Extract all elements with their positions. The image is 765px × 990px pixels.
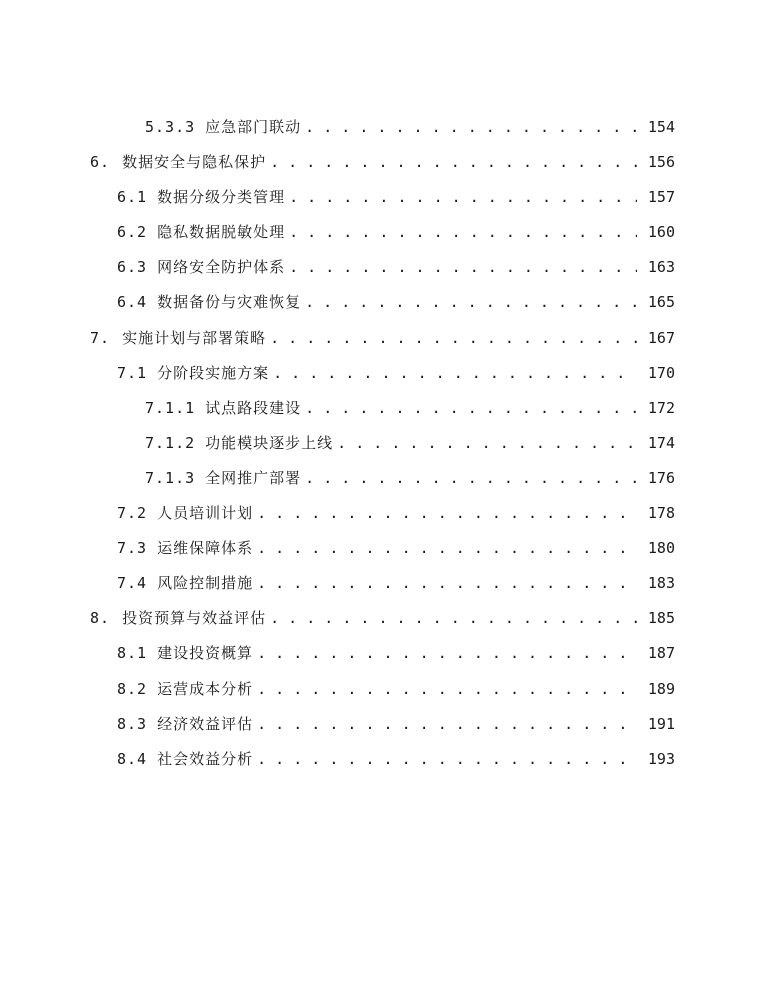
toc-page-number: 185 [647, 609, 675, 628]
toc-page-number: 170 [647, 363, 675, 382]
toc-page-number: 157 [647, 188, 675, 207]
toc-title: 分阶段实施方案 [157, 363, 270, 382]
toc-number: 7.1 [117, 363, 148, 382]
toc-page-number: 191 [647, 714, 675, 733]
toc-page-number: 163 [647, 258, 675, 277]
toc-number: 6.2 [117, 223, 148, 242]
toc-number: 6. [90, 153, 111, 172]
toc-entry[interactable] [0, 318, 765, 353]
toc-title: 实施计划与部署策略 [122, 328, 267, 347]
toc-page-number: 193 [647, 749, 675, 768]
toc-entry[interactable] [0, 247, 765, 282]
toc-entry[interactable] [0, 177, 765, 212]
toc-title: 投资预算与效益评估 [122, 609, 267, 628]
toc-number: 6.4 [117, 293, 148, 312]
toc-entry[interactable] [0, 353, 765, 388]
toc-page-number: 154 [647, 118, 675, 136]
toc-page-number: 172 [647, 398, 675, 417]
toc-page-number: 180 [647, 539, 675, 558]
dot-leader [270, 153, 641, 171]
toc-title: 经济效益评估 [157, 714, 254, 733]
toc-title: 数据备份与灾难恢复 [157, 293, 302, 312]
toc-page-number: 183 [647, 574, 675, 593]
dot-leader [257, 644, 637, 662]
toc-page-number: 178 [647, 504, 675, 523]
toc-entry[interactable] [0, 563, 765, 598]
dot-leader [305, 469, 637, 487]
toc-entry[interactable] [0, 423, 765, 458]
toc-page-number: 160 [647, 223, 675, 242]
dot-leader [305, 118, 637, 136]
toc-page-number: 165 [647, 293, 675, 312]
dot-leader [289, 258, 637, 276]
dot-leader [257, 574, 637, 592]
toc-entry[interactable] [0, 598, 765, 633]
toc-page-number: 176 [647, 468, 675, 487]
toc-number: 8.3 [117, 714, 148, 733]
toc-number: 8.2 [117, 679, 148, 698]
toc-entry[interactable] [0, 212, 765, 247]
toc-title: 运维保障体系 [157, 539, 254, 558]
toc-title: 风险控制措施 [157, 574, 254, 593]
toc-title: 全网推广部署 [205, 468, 302, 487]
dot-leader [305, 399, 637, 417]
dot-leader [257, 750, 637, 768]
toc-entry[interactable] [0, 282, 765, 317]
toc-entry[interactable] [0, 142, 765, 177]
dot-leader [257, 715, 637, 733]
toc-title: 隐私数据脱敏处理 [157, 223, 286, 242]
toc-number: 7.1.1 [145, 398, 196, 417]
dot-leader [289, 188, 637, 206]
toc-title: 社会效益分析 [157, 749, 254, 768]
toc-number: 8.4 [117, 749, 148, 768]
toc-number: 7.4 [117, 574, 148, 593]
toc-number: 7.1.2 [145, 433, 196, 452]
dot-leader [257, 539, 637, 557]
toc-page-number: 187 [647, 644, 675, 663]
toc-number: 6.3 [117, 258, 148, 277]
toc-entry[interactable] [0, 669, 765, 704]
toc-title: 数据分级分类管理 [157, 188, 286, 207]
toc-entry[interactable] [0, 704, 765, 739]
table-of-contents [0, 107, 765, 774]
dot-leader [337, 434, 637, 452]
toc-entry[interactable] [0, 493, 765, 528]
toc-title: 人员培训计划 [157, 504, 254, 523]
toc-title: 功能模块逐步上线 [205, 433, 334, 452]
dot-leader [257, 504, 637, 522]
toc-number: 8. [90, 609, 111, 628]
dot-leader [289, 223, 637, 241]
dot-leader [270, 609, 641, 627]
dot-leader [257, 680, 637, 698]
toc-entry[interactable] [0, 458, 765, 493]
toc-number: 7. [90, 328, 111, 347]
toc-entry[interactable] [0, 633, 765, 668]
toc-number: 6.1 [117, 188, 148, 207]
toc-entry[interactable] [0, 528, 765, 563]
dot-leader [273, 364, 637, 382]
toc-title: 应急部门联动 [205, 118, 302, 136]
toc-title: 数据安全与隐私保护 [122, 153, 267, 172]
toc-entry[interactable] [0, 107, 765, 142]
toc-number: 7.3 [117, 539, 148, 558]
toc-number: 8.1 [117, 644, 148, 663]
toc-page-number: 156 [647, 153, 675, 172]
toc-title: 建设投资概算 [157, 644, 254, 663]
toc-number: 5.3.3 [145, 118, 196, 136]
toc-page-number: 174 [647, 433, 675, 452]
toc-entry[interactable] [0, 739, 765, 774]
toc-page-number: 189 [647, 679, 675, 698]
toc-number: 7.2 [117, 504, 148, 523]
toc-title: 试点路段建设 [205, 398, 302, 417]
toc-number: 7.1.3 [145, 468, 196, 487]
toc-title: 网络安全防护体系 [157, 258, 286, 277]
dot-leader [305, 293, 637, 311]
dot-leader [270, 329, 641, 347]
toc-title: 运营成本分析 [157, 679, 254, 698]
toc-entry[interactable] [0, 388, 765, 423]
toc-page-number: 167 [647, 328, 675, 347]
